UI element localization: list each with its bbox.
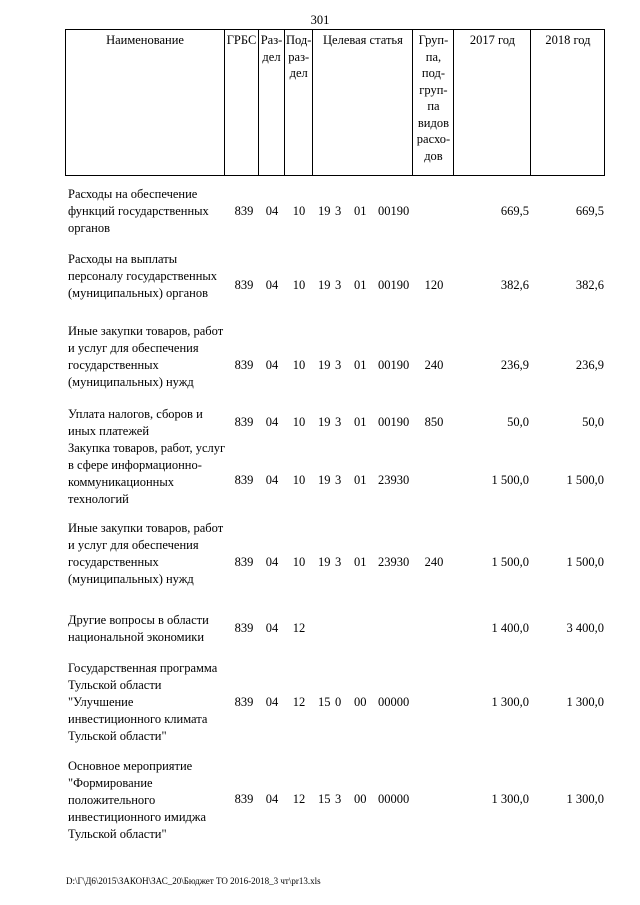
row-vid: 240 bbox=[424, 358, 444, 372]
row-2018: 1 300,0 bbox=[566, 792, 604, 806]
row-2018: 1 500,0 bbox=[566, 473, 604, 487]
row-name: Расходы на выплаты персоналу государственных (муниципальных) органов bbox=[68, 252, 218, 300]
row-grbs: 839 bbox=[234, 415, 254, 429]
row-vid: 240 bbox=[424, 555, 444, 569]
row-2017: 1 500,0 bbox=[491, 555, 529, 569]
row-target-event: 01 bbox=[354, 204, 367, 218]
header-razdel-line: Раз- bbox=[260, 33, 283, 47]
row-target-event: 01 bbox=[354, 415, 367, 429]
row-target-program: 19 bbox=[318, 473, 331, 487]
header-vid bbox=[413, 30, 454, 176]
row-name: Расходы на обеспечение функций государственных органов bbox=[68, 187, 209, 235]
row-podrazdel: 12 bbox=[292, 695, 306, 709]
header-vid-line: па, bbox=[425, 49, 442, 64]
row-2017: 1 400,0 bbox=[491, 621, 529, 635]
row-target-subprogram: 3 bbox=[335, 358, 342, 372]
row-2018: 382,6 bbox=[575, 278, 604, 292]
row-2018: 50,0 bbox=[582, 415, 604, 429]
row-target-direction: 00190 bbox=[378, 278, 410, 292]
row-podrazdel: 10 bbox=[292, 415, 306, 429]
row-2017: 382,6 bbox=[500, 278, 529, 292]
row-target-direction: 00190 bbox=[378, 358, 410, 372]
row-2017: 236,9 bbox=[500, 358, 529, 372]
page-number: 301 bbox=[310, 13, 330, 27]
row-target-direction: 00190 bbox=[378, 415, 410, 429]
row-target-direction: 00000 bbox=[378, 792, 410, 806]
row-2017: 1 300,0 bbox=[491, 695, 529, 709]
row-vid: 120 bbox=[424, 278, 444, 292]
row-target-subprogram: 0 bbox=[335, 695, 342, 709]
row-target-event: 00 bbox=[354, 792, 367, 806]
row-razdel: 04 bbox=[265, 792, 279, 806]
table-header bbox=[65, 29, 605, 176]
header-podrazdel bbox=[285, 30, 313, 176]
row-2018: 1 500,0 bbox=[566, 555, 604, 569]
row-target-subprogram: 3 bbox=[335, 473, 342, 487]
row-grbs: 839 bbox=[234, 695, 254, 709]
header-razdel bbox=[259, 30, 285, 176]
header-2018: 2018 год bbox=[531, 30, 605, 176]
row-2018: 669,5 bbox=[575, 204, 604, 218]
row-grbs: 839 bbox=[234, 278, 254, 292]
header-grbs: ГРБС bbox=[225, 30, 259, 176]
row-target-event: 00 bbox=[354, 695, 367, 709]
row-grbs: 839 bbox=[234, 473, 254, 487]
header-podrazdel-line: Под- bbox=[286, 33, 312, 47]
header-name: Наименование bbox=[66, 30, 225, 176]
row-grbs: 839 bbox=[234, 792, 254, 806]
header-vid-line: видов bbox=[417, 115, 449, 130]
row-target-direction: 00190 bbox=[378, 204, 410, 218]
row-target-subprogram: 3 bbox=[335, 415, 342, 429]
row-2018: 236,9 bbox=[575, 358, 604, 372]
row-target-subprogram: 3 bbox=[335, 555, 342, 569]
row-grbs: 839 bbox=[234, 358, 254, 372]
row-razdel: 04 bbox=[265, 358, 279, 372]
row-name: Государственная программа Тульской области "Улучшение инвестиционного климата Тульской области" bbox=[68, 661, 218, 743]
header-target: Целевая статья bbox=[313, 30, 413, 176]
row-target-program: 15 bbox=[318, 695, 331, 709]
row-podrazdel: 10 bbox=[292, 555, 306, 569]
row-name: Уплата налогов, сборов и иных платежей bbox=[68, 407, 203, 438]
row-podrazdel: 10 bbox=[292, 473, 306, 487]
row-razdel: 04 bbox=[265, 555, 279, 569]
header-vid-line: под- bbox=[421, 66, 445, 80]
row-target-program: 19 bbox=[318, 278, 331, 292]
row-name: Иные закупки товаров, работ и услуг для обеспечения государственных (муниципальных) нужд bbox=[68, 324, 224, 389]
row-podrazdel: 10 bbox=[292, 204, 306, 218]
row-2017: 669,5 bbox=[500, 204, 529, 218]
row-2017: 1 300,0 bbox=[491, 792, 529, 806]
row-target-direction: 23930 bbox=[378, 555, 410, 569]
row-razdel: 04 bbox=[265, 695, 279, 709]
header-podrazdel-line: дел bbox=[289, 66, 308, 80]
header-vid-line: Груп- bbox=[418, 33, 449, 47]
row-name: Основное мероприятие "Формирование положительного инвестиционного имиджа Тульской области" bbox=[68, 759, 207, 841]
row-2017: 50,0 bbox=[507, 415, 529, 429]
header-razdel-line: дел bbox=[262, 49, 281, 64]
row-grbs: 839 bbox=[234, 621, 254, 635]
row-target-program: 19 bbox=[318, 204, 331, 218]
row-name: Другие вопросы в области национальной экономики bbox=[68, 613, 209, 644]
row-target-direction: 00000 bbox=[378, 695, 410, 709]
row-podrazdel: 10 bbox=[292, 278, 306, 292]
row-podrazdel: 12 bbox=[292, 792, 306, 806]
row-2018: 1 300,0 bbox=[566, 695, 604, 709]
header-vid-line: дов bbox=[424, 148, 443, 163]
row-target-subprogram: 3 bbox=[335, 204, 342, 218]
row-target-program: 19 bbox=[318, 358, 331, 372]
row-grbs: 839 bbox=[234, 204, 254, 218]
row-vid: 850 bbox=[424, 415, 444, 429]
row-target-event: 01 bbox=[354, 278, 367, 292]
row-target-program: 19 bbox=[318, 555, 331, 569]
row-grbs: 839 bbox=[234, 555, 254, 569]
row-podrazdel: 10 bbox=[292, 358, 306, 372]
row-name: Иные закупки товаров, работ и услуг для обеспечения государственных (муниципальных) нужд bbox=[68, 521, 224, 586]
row-target-program: 19 bbox=[318, 415, 331, 429]
row-target-program: 15 bbox=[318, 792, 331, 806]
row-podrazdel: 12 bbox=[292, 621, 306, 635]
header-2017: 2017 год bbox=[454, 30, 531, 176]
row-target-subprogram: 3 bbox=[335, 278, 342, 292]
row-razdel: 04 bbox=[265, 621, 279, 635]
header-vid-line: груп- bbox=[419, 82, 448, 97]
row-razdel: 04 bbox=[265, 278, 279, 292]
row-razdel: 04 bbox=[265, 204, 279, 218]
row-target-event: 01 bbox=[354, 555, 367, 569]
row-target-event: 01 bbox=[354, 358, 367, 372]
row-name: Закупка товаров, работ, услуг в сфере информационно-коммуникационных технологий bbox=[68, 441, 226, 506]
header-vid-line: па bbox=[427, 99, 440, 113]
row-target-event: 01 bbox=[354, 473, 367, 487]
header-vid-line: расхо- bbox=[416, 132, 451, 146]
row-target-direction: 23930 bbox=[378, 473, 410, 487]
row-target-subprogram: 3 bbox=[335, 792, 342, 806]
row-razdel: 04 bbox=[265, 415, 279, 429]
row-2018: 3 400,0 bbox=[566, 621, 604, 635]
row-razdel: 04 bbox=[265, 473, 279, 487]
file-path-footer: D:\Г\Д6\2015\ЗАКОН\ЗАС_20\Бюджет ТО 2016-2018_3 чт\pr13.xls bbox=[66, 876, 321, 886]
row-2017: 1 500,0 bbox=[491, 473, 529, 487]
header-podrazdel-line: раз- bbox=[288, 49, 310, 64]
